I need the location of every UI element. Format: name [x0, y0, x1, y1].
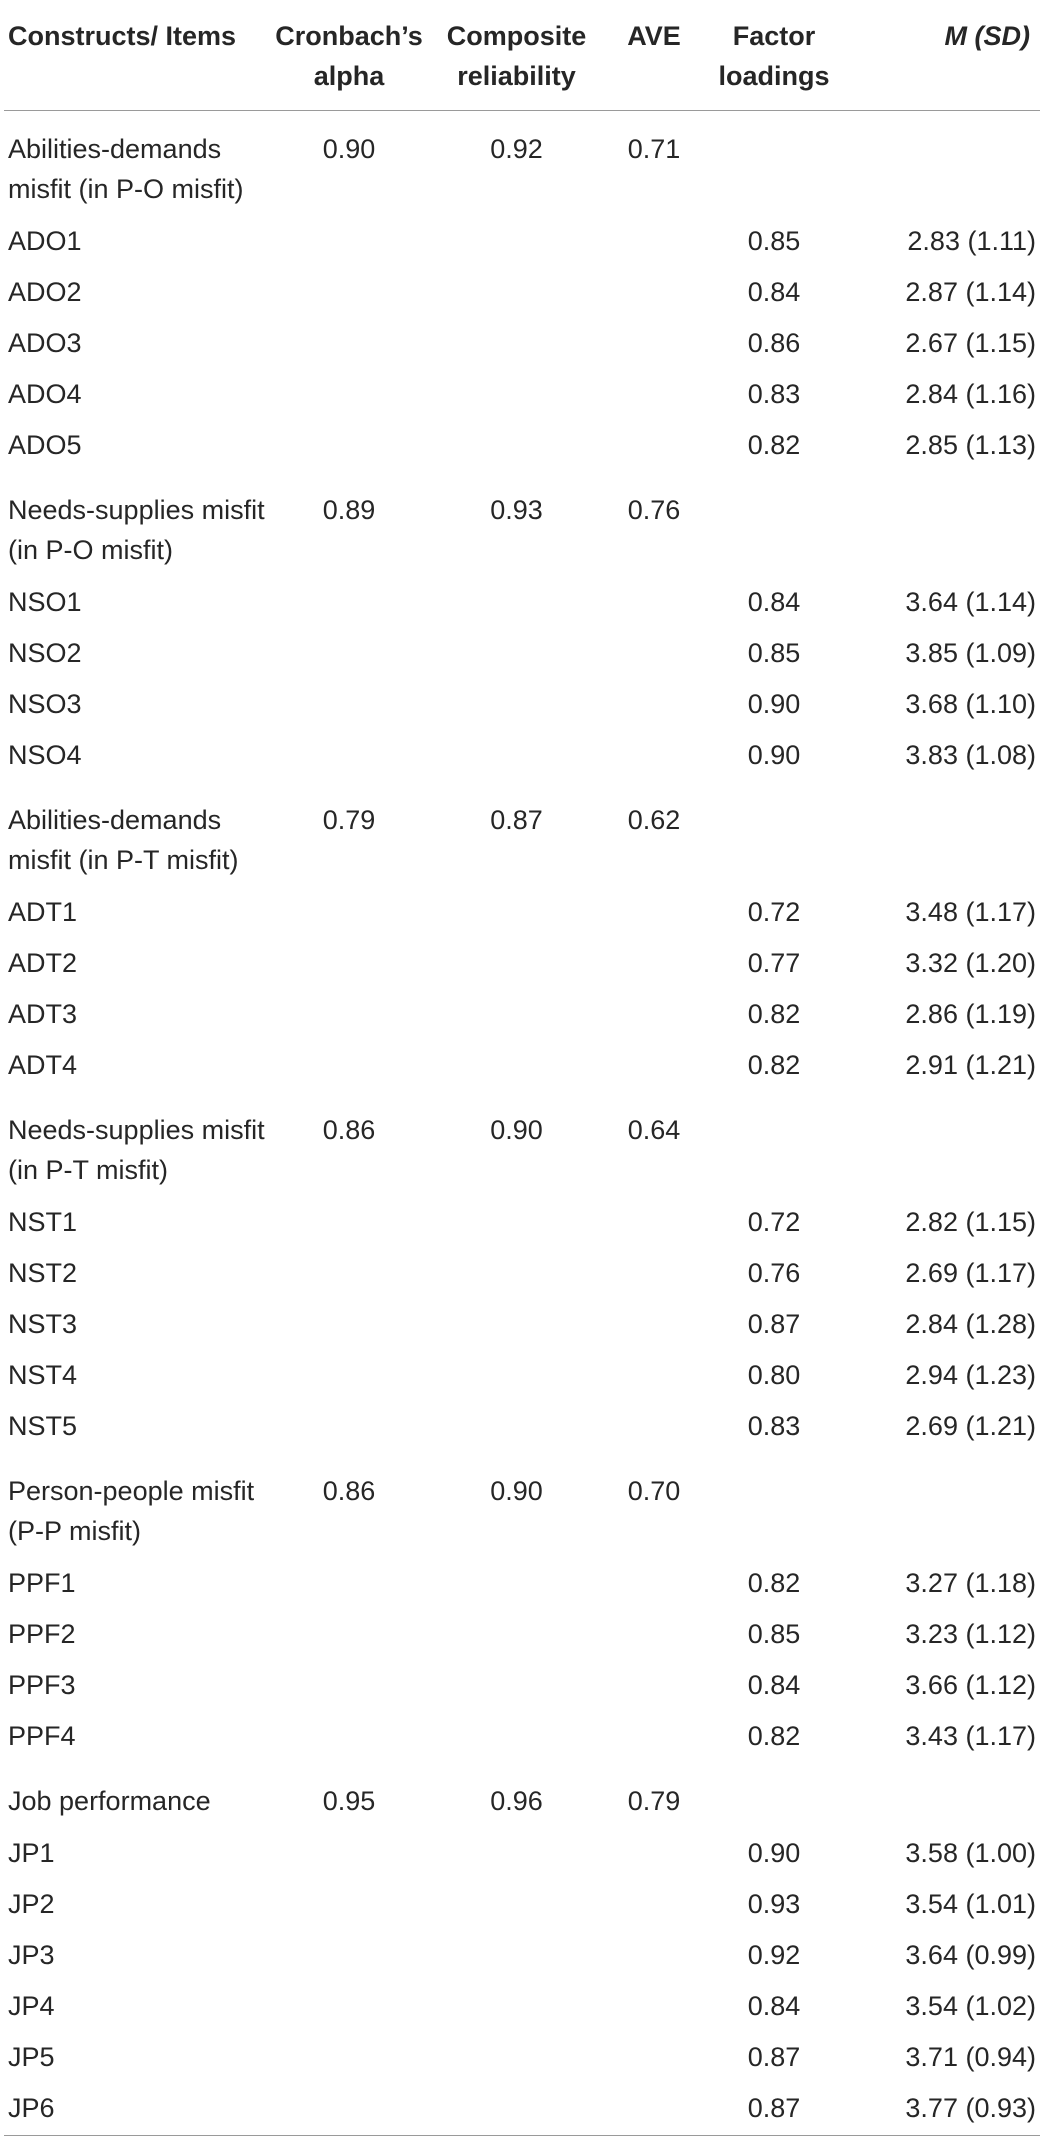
composite-reliability-value: 0.90 — [490, 1115, 543, 1145]
cr-empty — [424, 319, 609, 370]
item-id: NST4 — [8, 1360, 78, 1390]
alpha-empty — [274, 1249, 424, 1300]
factor-loading-value: 0.85 — [747, 226, 801, 256]
alpha-empty — [274, 1402, 424, 1453]
ave-empty — [609, 1982, 699, 2033]
alpha-empty — [274, 1610, 424, 1661]
alpha-empty — [274, 319, 424, 370]
cr-empty — [424, 680, 609, 731]
factor-loading-value: 0.93 — [747, 1889, 801, 1919]
item-id: JP1 — [8, 1838, 55, 1868]
alpha-empty — [274, 1712, 424, 1763]
item-row — [4, 1982, 1040, 2033]
mean-sd-value: 3.43 (1.17) — [905, 1721, 1036, 1751]
ave-empty — [609, 1931, 699, 1982]
factor-loading-value: 0.82 — [747, 1721, 801, 1751]
item-row — [4, 731, 1040, 782]
mean-sd-value: 3.66 (1.12) — [905, 1670, 1036, 1700]
item-id: NSO4 — [8, 740, 82, 770]
header-composite-reliability: Composite reliability — [446, 21, 587, 91]
item-id: PPF4 — [8, 1721, 76, 1751]
item-id: ADO3 — [8, 328, 82, 358]
header-cronbach-alpha: Cronbach’s alpha — [275, 21, 423, 91]
ave-value: 0.76 — [627, 495, 681, 525]
factor-loading-value: 0.85 — [747, 638, 801, 668]
alpha-empty — [274, 1300, 424, 1351]
cr-empty — [424, 1712, 609, 1763]
alpha-empty — [274, 1982, 424, 2033]
item-row — [4, 1610, 1040, 1661]
header-factor-loadings: Factor loadings — [718, 21, 830, 91]
cronbach-alpha-value: 0.89 — [322, 495, 376, 525]
cronbach-alpha-value: 0.86 — [322, 1115, 376, 1145]
composite-reliability-value: 0.87 — [490, 805, 543, 835]
cronbach-alpha-value: 0.86 — [322, 1476, 376, 1506]
item-row — [4, 1041, 1040, 1092]
ave-empty — [609, 1300, 699, 1351]
mean-sd-value: 3.23 (1.12) — [905, 1619, 1036, 1649]
mean-sd-value: 2.83 (1.11) — [907, 226, 1036, 256]
item-id: PPF3 — [8, 1670, 76, 1700]
mean-sd-value: 3.48 (1.17) — [905, 897, 1036, 927]
mean-sd-empty — [849, 111, 1040, 218]
item-row — [4, 421, 1040, 472]
ave-empty — [609, 1712, 699, 1763]
alpha-empty — [274, 939, 424, 990]
item-row — [4, 217, 1040, 268]
alpha-empty — [274, 1198, 424, 1249]
item-row — [4, 1300, 1040, 1351]
cronbach-alpha-value: 0.95 — [322, 1786, 376, 1816]
factor-loading-value: 0.84 — [747, 1670, 801, 1700]
cr-empty — [424, 1982, 609, 2033]
mean-sd-value: 3.68 (1.10) — [905, 689, 1036, 719]
mean-sd-value: 3.71 (0.94) — [905, 2042, 1036, 2072]
factor-loading-value: 0.82 — [747, 1050, 801, 1080]
construct-name: Abilities-demands misfit (in P-T misfit) — [8, 805, 239, 875]
ave-empty — [609, 731, 699, 782]
composite-reliability-value: 0.96 — [490, 1786, 543, 1816]
alpha-empty — [274, 1351, 424, 1402]
construct-name: Job performance — [8, 1786, 211, 1816]
alpha-empty — [274, 2084, 424, 2136]
ave-empty — [609, 1249, 699, 1300]
ave-empty — [609, 319, 699, 370]
item-row — [4, 1829, 1040, 1880]
item-id: ADO2 — [8, 277, 82, 307]
mean-sd-value: 2.84 (1.28) — [905, 1309, 1036, 1339]
alpha-empty — [274, 629, 424, 680]
item-id: ADT1 — [8, 897, 78, 927]
item-row — [4, 1712, 1040, 1763]
ave-empty — [609, 421, 699, 472]
alpha-empty — [274, 217, 424, 268]
factor-loading-value: 0.76 — [747, 1258, 801, 1288]
factor-loading-value: 0.85 — [747, 1619, 801, 1649]
table-body — [4, 111, 1040, 2136]
mean-sd-value: 2.82 (1.15) — [905, 1207, 1036, 1237]
item-id: NSO2 — [8, 638, 82, 668]
mean-sd-value: 3.54 (1.02) — [905, 1991, 1036, 2021]
ave-empty — [609, 990, 699, 1041]
item-id: JP6 — [8, 2093, 55, 2123]
construct-row — [4, 782, 1040, 888]
item-row — [4, 370, 1040, 421]
cr-empty — [424, 990, 609, 1041]
factor-loading-value: 0.82 — [747, 1568, 801, 1598]
ave-empty — [609, 1351, 699, 1402]
construct-name: Person-people misfit (P-P misfit) — [8, 1476, 255, 1546]
mean-sd-value: 2.94 (1.23) — [905, 1360, 1036, 1390]
mean-sd-value: 3.54 (1.01) — [905, 1889, 1036, 1919]
item-id: JP3 — [8, 1940, 55, 1970]
mean-sd-value: 3.85 (1.09) — [905, 638, 1036, 668]
reliability-table — [4, 0, 1040, 2136]
cr-empty — [424, 217, 609, 268]
ave-empty — [609, 578, 699, 629]
ave-empty — [609, 268, 699, 319]
mean-sd-value: 2.69 (1.21) — [905, 1411, 1036, 1441]
item-id: NSO1 — [8, 587, 82, 617]
item-id: ADO5 — [8, 430, 82, 460]
cr-empty — [424, 1351, 609, 1402]
item-row — [4, 1931, 1040, 1982]
item-row — [4, 2084, 1040, 2136]
ave-empty — [609, 217, 699, 268]
factor-loading-value: 0.83 — [747, 1411, 801, 1441]
mean-sd-value: 3.32 (1.20) — [905, 948, 1036, 978]
ave-empty — [609, 629, 699, 680]
alpha-empty — [274, 990, 424, 1041]
item-row — [4, 268, 1040, 319]
factor-loading-empty — [699, 1453, 849, 1559]
composite-reliability-value: 0.93 — [490, 495, 543, 525]
mean-sd-empty — [849, 472, 1040, 578]
item-id: NST2 — [8, 1258, 78, 1288]
item-id: ADO4 — [8, 379, 82, 409]
cr-empty — [424, 888, 609, 939]
factor-loading-empty — [699, 782, 849, 888]
mean-sd-empty — [849, 1763, 1040, 1829]
item-row — [4, 578, 1040, 629]
item-row — [4, 939, 1040, 990]
construct-row — [4, 472, 1040, 578]
table-header — [4, 0, 1040, 111]
item-id: JP4 — [8, 1991, 55, 2021]
cronbach-alpha-value: 0.90 — [322, 134, 376, 164]
item-id: NST5 — [8, 1411, 78, 1441]
cr-empty — [424, 370, 609, 421]
factor-loading-value: 0.82 — [747, 430, 801, 460]
mean-sd-value: 3.77 (0.93) — [905, 2093, 1036, 2123]
mean-sd-value: 2.69 (1.17) — [905, 1258, 1036, 1288]
factor-loading-value: 0.84 — [747, 587, 801, 617]
factor-loading-value: 0.87 — [747, 2093, 801, 2123]
ave-empty — [609, 888, 699, 939]
mean-sd-empty — [849, 1092, 1040, 1198]
alpha-empty — [274, 731, 424, 782]
item-row — [4, 1661, 1040, 1712]
item-row — [4, 1559, 1040, 1610]
cr-empty — [424, 2084, 609, 2136]
factor-loading-value: 0.77 — [747, 948, 801, 978]
alpha-empty — [274, 1880, 424, 1931]
factor-loading-empty — [699, 1092, 849, 1198]
mean-sd-value: 2.85 (1.13) — [905, 430, 1036, 460]
factor-loading-value: 0.80 — [747, 1360, 801, 1390]
cr-empty — [424, 578, 609, 629]
ave-value: 0.62 — [627, 805, 681, 835]
composite-reliability-value: 0.90 — [490, 1476, 543, 1506]
alpha-empty — [274, 1829, 424, 1880]
item-row — [4, 1880, 1040, 1931]
mean-sd-empty — [849, 1453, 1040, 1559]
mean-sd-value: 2.87 (1.14) — [905, 277, 1036, 307]
header-mean-sd: M (SD) — [944, 21, 1030, 51]
factor-loading-value: 0.87 — [747, 1309, 801, 1339]
factor-loading-value: 0.90 — [747, 740, 801, 770]
factor-loading-value: 0.72 — [747, 897, 801, 927]
item-id: NST3 — [8, 1309, 78, 1339]
item-id: JP5 — [8, 2042, 55, 2072]
factor-loading-empty — [699, 1763, 849, 1829]
cr-empty — [424, 629, 609, 680]
item-row — [4, 1351, 1040, 1402]
alpha-empty — [274, 370, 424, 421]
cr-empty — [424, 421, 609, 472]
ave-value: 0.64 — [627, 1115, 681, 1145]
item-row — [4, 888, 1040, 939]
item-row — [4, 629, 1040, 680]
ave-empty — [609, 1198, 699, 1249]
alpha-empty — [274, 1041, 424, 1092]
item-id: ADT3 — [8, 999, 78, 1029]
cr-empty — [424, 268, 609, 319]
composite-reliability-value: 0.92 — [490, 134, 543, 164]
item-id: ADO1 — [8, 226, 82, 256]
construct-name: Needs-supplies misfit (in P-T misfit) — [8, 1115, 265, 1185]
item-row — [4, 990, 1040, 1041]
factor-loading-value: 0.82 — [747, 999, 801, 1029]
alpha-empty — [274, 1661, 424, 1712]
factor-loading-value: 0.84 — [747, 277, 801, 307]
alpha-empty — [274, 421, 424, 472]
item-id: NST1 — [8, 1207, 78, 1237]
ave-empty — [609, 1880, 699, 1931]
cr-empty — [424, 2033, 609, 2084]
ave-empty — [609, 370, 699, 421]
header-constructs: Constructs/ Items — [8, 21, 237, 51]
factor-loading-value: 0.90 — [747, 1838, 801, 1868]
header-row — [4, 0, 1040, 111]
factor-loading-value: 0.86 — [747, 328, 801, 358]
item-id: PPF2 — [8, 1619, 76, 1649]
construct-row — [4, 1763, 1040, 1829]
mean-sd-empty — [849, 782, 1040, 888]
item-id: ADT4 — [8, 1050, 78, 1080]
ave-empty — [609, 1829, 699, 1880]
alpha-empty — [274, 578, 424, 629]
alpha-empty — [274, 268, 424, 319]
cr-empty — [424, 1198, 609, 1249]
mean-sd-value: 3.58 (1.00) — [905, 1838, 1036, 1868]
ave-value: 0.70 — [627, 1476, 681, 1506]
alpha-empty — [274, 888, 424, 939]
ave-value: 0.79 — [627, 1786, 681, 1816]
factor-loading-value: 0.72 — [747, 1207, 801, 1237]
factor-loading-value: 0.84 — [747, 1991, 801, 2021]
ave-empty — [609, 1661, 699, 1712]
alpha-empty — [274, 2033, 424, 2084]
ave-empty — [609, 1402, 699, 1453]
ave-empty — [609, 939, 699, 990]
cronbach-alpha-value: 0.79 — [322, 805, 376, 835]
construct-name: Needs-supplies misfit (in P-O misfit) — [8, 495, 265, 565]
mean-sd-value: 2.86 (1.19) — [905, 999, 1036, 1029]
cr-empty — [424, 1041, 609, 1092]
alpha-empty — [274, 1559, 424, 1610]
item-row — [4, 1249, 1040, 1300]
ave-empty — [609, 2033, 699, 2084]
cr-empty — [424, 939, 609, 990]
ave-empty — [609, 1559, 699, 1610]
ave-empty — [609, 680, 699, 731]
construct-row — [4, 111, 1040, 218]
construct-row — [4, 1092, 1040, 1198]
factor-loading-empty — [699, 111, 849, 218]
item-row — [4, 680, 1040, 731]
item-row — [4, 319, 1040, 370]
ave-empty — [609, 2084, 699, 2136]
mean-sd-value: 3.64 (0.99) — [905, 1940, 1036, 1970]
factor-loading-value: 0.92 — [747, 1940, 801, 1970]
construct-name: Abilities-demands misfit (in P-O misfit) — [8, 134, 244, 204]
mean-sd-value: 2.84 (1.16) — [905, 379, 1036, 409]
item-row — [4, 2033, 1040, 2084]
item-id: PPF1 — [8, 1568, 76, 1598]
item-row — [4, 1402, 1040, 1453]
cr-empty — [424, 1402, 609, 1453]
mean-sd-value: 3.27 (1.18) — [905, 1568, 1036, 1598]
cr-empty — [424, 1610, 609, 1661]
ave-empty — [609, 1610, 699, 1661]
factor-loading-value: 0.90 — [747, 689, 801, 719]
cr-empty — [424, 1829, 609, 1880]
construct-row — [4, 1453, 1040, 1559]
cr-empty — [424, 1661, 609, 1712]
item-id: JP2 — [8, 1889, 55, 1919]
header-ave: AVE — [627, 21, 681, 51]
mean-sd-value: 2.91 (1.21) — [905, 1050, 1036, 1080]
mean-sd-value: 2.67 (1.15) — [905, 328, 1036, 358]
cr-empty — [424, 1931, 609, 1982]
factor-loading-value: 0.87 — [747, 2042, 801, 2072]
cr-empty — [424, 1249, 609, 1300]
ave-value: 0.71 — [627, 134, 681, 164]
factor-loading-empty — [699, 472, 849, 578]
item-row — [4, 1198, 1040, 1249]
cr-empty — [424, 731, 609, 782]
alpha-empty — [274, 1931, 424, 1982]
item-id: ADT2 — [8, 948, 78, 978]
item-id: NSO3 — [8, 689, 82, 719]
factor-loading-value: 0.83 — [747, 379, 801, 409]
cr-empty — [424, 1300, 609, 1351]
cr-empty — [424, 1559, 609, 1610]
ave-empty — [609, 1041, 699, 1092]
mean-sd-value: 3.83 (1.08) — [905, 740, 1036, 770]
mean-sd-value: 3.64 (1.14) — [905, 587, 1036, 617]
alpha-empty — [274, 680, 424, 731]
cr-empty — [424, 1880, 609, 1931]
